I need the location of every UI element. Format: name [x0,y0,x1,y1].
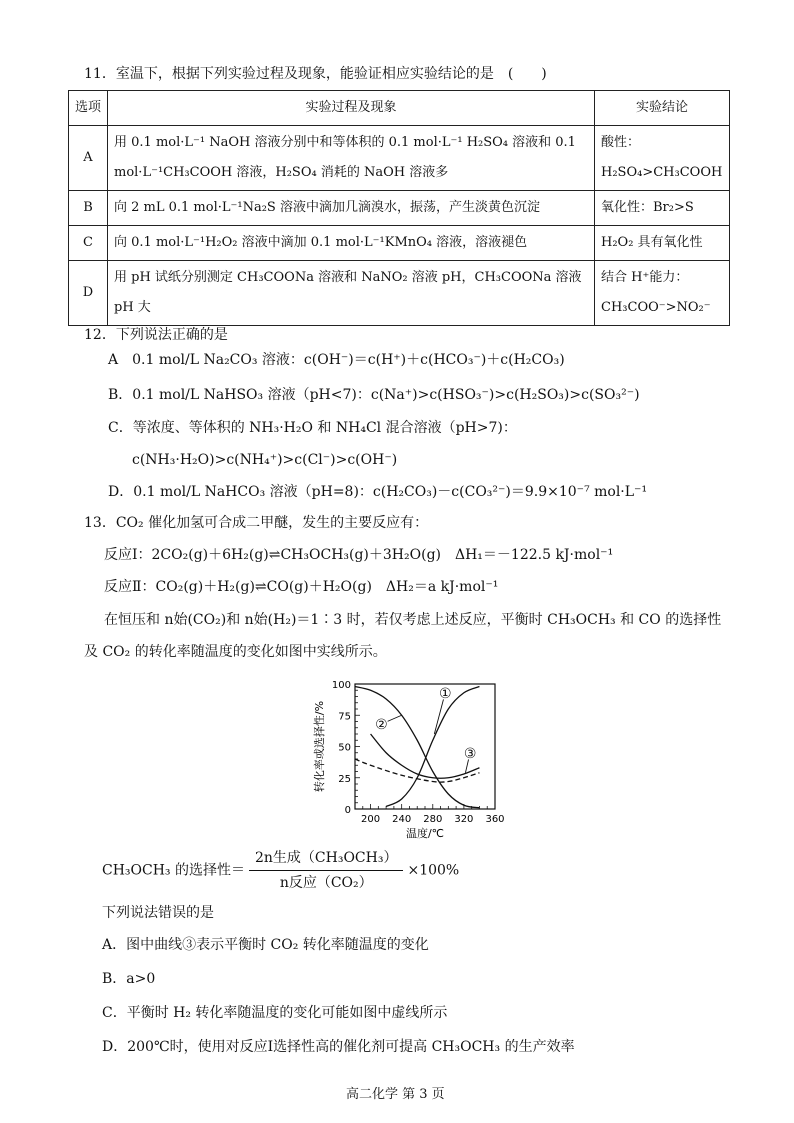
conversion-selectivity-chart [300,672,520,842]
y-tick-label: 0 [344,805,351,816]
q12-option-b: B．0.1 mol/L NaHSO₃ 溶液（pH<7)：c(Na⁺)>c(HSO₃⁻)>c(H₂SO₃)>c(SO₃²⁻) [108,387,640,403]
x-tick-label: 200 [361,814,381,825]
row-procedure: 向 0.1 mol·L⁻¹H₂O₂ 溶液中滴加 0.1 mol·L⁻¹KMnO₄ 溶液，溶液褪色 [108,226,595,261]
row-option: D [69,261,108,326]
curve-label-2: ② [375,717,388,733]
q12-stem: 12．下列说法正确的是 [84,327,228,343]
q13-option-a: A．图中曲线③表示平衡时 CO₂ 转化率随温度的变化 [102,937,429,953]
header-conclusion: 实验结论 [595,91,730,126]
row-conclusion: 氧化性：Br₂>S [595,191,730,226]
q13-option-b: B．a>0 [102,971,156,987]
q13-ask: 下列说法错误的是 [102,905,214,921]
q12-option-a: A 0.1 mol/L Na₂CO₃ 溶液：c(OH⁻)＝c(H⁺)＋c(HCO₃⁻)＋c(H₂CO₃) [108,352,565,368]
q13-option-c: C．平衡时 H₂ 转化率随温度的变化可能如图中虚线所示 [102,1005,448,1021]
formula-denominator: n反应（CO₂） [279,875,373,891]
y-tick-label: 50 [338,742,351,754]
row-procedure: 向 2 mL 0.1 mol·L⁻¹Na₂S 溶液中滴加几滴溴水，振荡，产生淡黄色沉淀 [108,191,595,226]
formula-right: ×100% [407,862,460,879]
formula-fraction [249,848,403,893]
header-option: 选项 [69,91,108,126]
row-conclusion: 结合 H⁺能力：CH₃COO⁻>NO₂⁻ [595,261,730,326]
q13-option-d: D．200℃时，使用对反应Ⅰ选择性高的催化剂可提高 CH₃OCH₃ 的生产效率 [102,1039,575,1055]
y-axis-label: 转化率或选择性/% [313,700,326,793]
x-tick-label: 360 [485,814,505,825]
series-line-4 [355,759,479,782]
table-row [69,126,730,191]
table-row [69,226,730,261]
row-conclusion: 酸性：H₂SO₄>CH₃COOH [595,126,730,191]
table-header-row [69,91,730,126]
table-row [69,261,730,326]
page-footer: 高二化学 第 3 页 [346,1087,445,1102]
x-tick-label: 320 [454,814,474,825]
formula-left: CH₃OCH₃ 的选择性＝ [102,862,245,879]
y-tick-label: 75 [338,711,351,723]
y-tick-label: 25 [338,773,351,785]
row-option: B [69,191,108,226]
row-procedure: 用 pH 试纸分别测定 CH₃COONa 溶液和 NaNO₂ 溶液 pH，CH₃COONa 溶液 pH 大 [108,261,595,326]
y-tick-label: 100 [331,680,351,691]
curve-label-3: ③ [463,745,477,762]
reaction-2: 反应Ⅱ：CO₂(g)＋H₂(g)⇌CO(g)＋H₂O(g) ΔH₂＝a kJ·mol⁻¹ [104,579,499,595]
q11-stem: 11．室温下，根据下列实验过程及现象，能验证相应实验结论的是 ( ) [84,66,547,82]
x-axis-label: 温度/℃ [405,827,445,840]
experiment-table [68,90,730,326]
q12-option-d: D．0.1 mol/L NaHCO₃ 溶液（pH=8)：c(H₂CO₃)－c(CO₃²⁻)＝9.9×10⁻⁷ mol·L⁻¹ [108,484,648,500]
row-option: A [69,126,108,191]
header-procedure: 实验过程及现象 [108,91,595,126]
formula-numerator: 2n生成（CH₃OCH₃） [249,848,403,871]
q13-paragraph-1: 在恒压和 n始(CO₂)和 n始(H₂)＝1∶3 时，若仅考虑上述反应，平衡时 CH₃OCH₃ 和 CO 的选择性 [104,612,722,628]
selectivity-formula [102,848,459,893]
reaction-1: 反应Ⅰ：2CO₂(g)＋6H₂(g)⇌CH₃OCH₃(g)＋3H₂O(g) ΔH₁＝－122.5 kJ·mol⁻¹ [104,547,614,563]
series-line-2 [355,687,479,808]
q12-option-c: C．等浓度、等体积的 NH₃·H₂O 和 NH₄Cl 混合溶液（pH>7)： [108,420,517,436]
x-tick-label: 280 [423,814,443,825]
q12-option-c-detail: c(NH₃·H₂O)>c(NH₄⁺)>c(Cl⁻)>c(OH⁻) [132,452,398,468]
row-procedure: 用 0.1 mol·L⁻¹ NaOH 溶液分别中和等体积的 0.1 mol·L⁻¹ H₂SO₄ 溶液和 0.1 mol·L⁻¹CH₃COOH 溶液，H₂SO₄ 消耗的 NaOH 溶液多 [108,126,595,191]
table-row [69,191,730,226]
row-conclusion: H₂O₂ 具有氧化性 [595,226,730,261]
curve-label-1: ① [438,685,452,702]
q13-paragraph-2: 及 CO₂ 的转化率随温度的变化如图中实线所示。 [84,644,387,660]
x-tick-label: 240 [392,814,412,825]
row-option: C [69,226,108,261]
q13-stem: 13．CO₂ 催化加氢可合成二甲醚，发生的主要反应有： [84,515,429,531]
